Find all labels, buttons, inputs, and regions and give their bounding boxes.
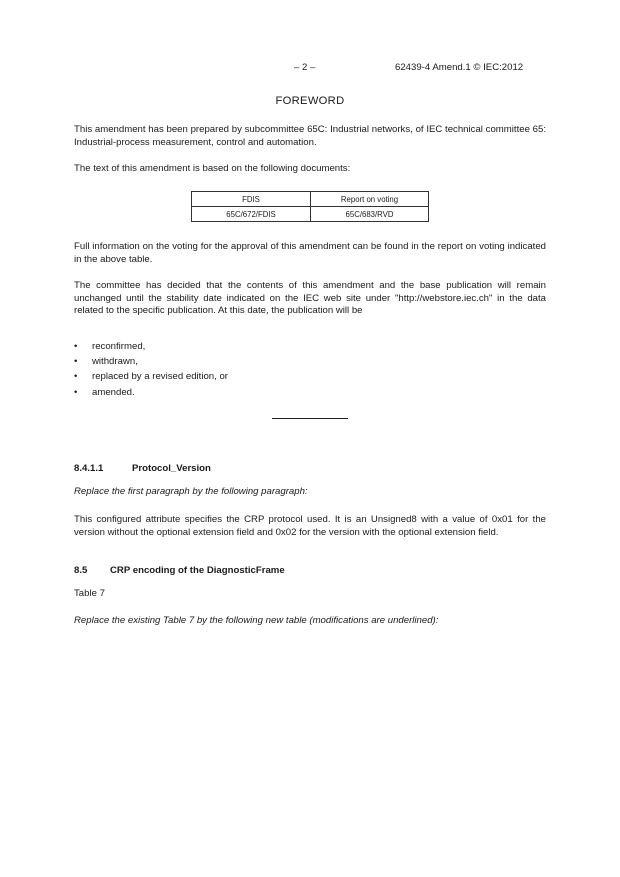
section-body: This configured attribute specifies the CRP protocol used. It is an Unsigned8 with a value of 0x01 for the version without the optional extension field and 0x02 for the version with the optional extension field.: [74, 514, 546, 538]
list-item-label: withdrawn,: [92, 356, 138, 368]
section-number: 8.5: [74, 565, 88, 576]
table-header-fdis: FDIS: [192, 192, 311, 207]
based-on-text: The text of this amendment is based on the following documents:: [74, 163, 351, 174]
section-instruction: Replace the first paragraph by the following paragraph:: [74, 486, 308, 497]
bullet-icon: •: [74, 341, 78, 352]
table-row: [192, 207, 429, 222]
list-item: [74, 339, 228, 354]
list-item: [74, 369, 228, 384]
list-item-label: reconfirmed,: [92, 341, 146, 352]
table-instruction: Replace the existing Table 7 by the following new table (modifications are underlined):: [74, 615, 439, 626]
voting-info-text: Full information on the voting for the approval of this amendment can be found in the report on voting indicated in the above table.: [74, 241, 546, 265]
section-title: Protocol_Version: [132, 463, 211, 474]
section-heading-8-5: [74, 565, 285, 576]
table-header-report: Report on voting: [311, 192, 429, 207]
publication-options-list: [74, 339, 228, 400]
table-cell-rvd: 65C/683/RVD: [311, 207, 429, 222]
foreword-intro: This amendment has been prepared by subcommittee 65C: Industrial networks, of IEC technical committee 65: Industrial-process measurement, control and automation.: [74, 124, 546, 148]
document-reference: 62439-4 Amend.1 © IEC:2012: [395, 62, 524, 73]
list-item-label: amended.: [92, 386, 135, 398]
table-label: Table 7: [74, 588, 105, 599]
stability-text: The committee has decided that the contents of this amendment and the base publication will remain unchanged until the stability date indicated on the IEC web site under "http://webstore.iec.ch" in the data related to the specific publication. At this date, the publication will be: [74, 280, 546, 317]
table-cell-fdis: 65C/672/FDIS: [192, 207, 311, 222]
bullet-icon: •: [74, 356, 78, 368]
bullet-icon: •: [74, 386, 78, 398]
page-number: – 2 –: [294, 62, 316, 73]
voting-table: [191, 191, 429, 222]
bullet-icon: •: [74, 371, 78, 383]
list-item: [74, 354, 228, 369]
list-item: [74, 385, 228, 400]
section-number: 8.4.1.1: [74, 463, 104, 474]
section-heading-8-4-1-1: [74, 463, 211, 474]
section-title: CRP encoding of the DiagnosticFrame: [110, 565, 285, 576]
section-divider: [272, 418, 348, 419]
list-item-label: replaced by a revised edition, or: [92, 371, 228, 383]
foreword-title: FOREWORD: [275, 95, 345, 107]
table-header-row: [192, 192, 429, 207]
